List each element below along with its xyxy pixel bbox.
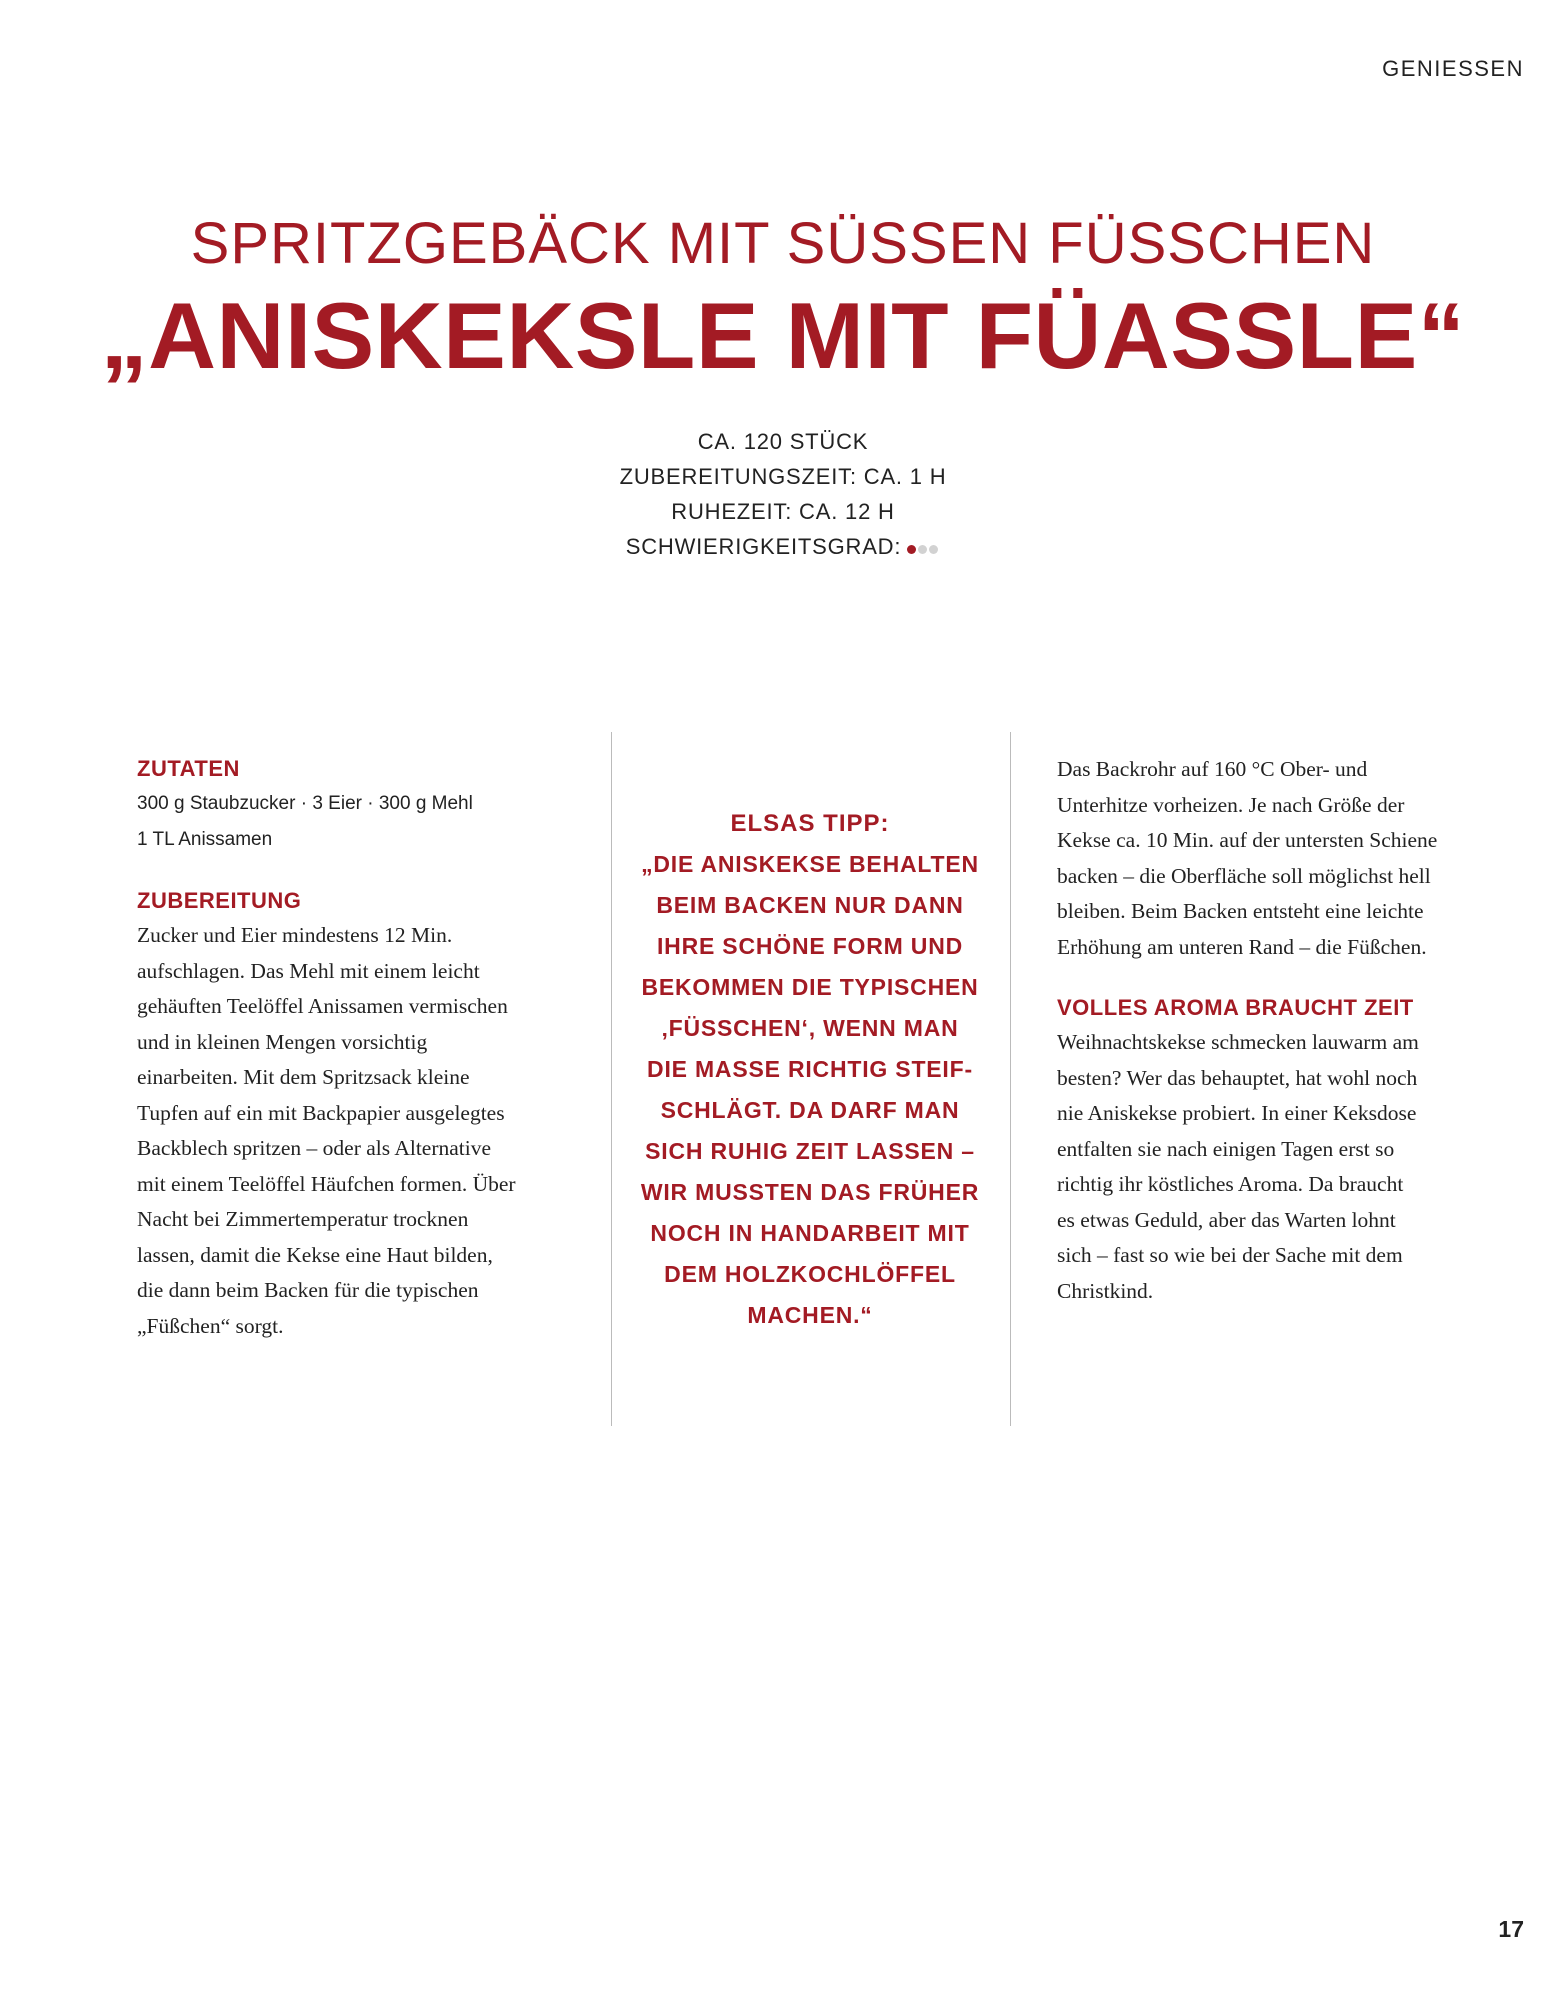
- aroma-heading: VOLLES AROMA BRAUCHT ZEIT: [1057, 995, 1414, 1020]
- preparation-line: Tupfen auf ein mit Backpapier ausgelegtes: [137, 1100, 505, 1125]
- tip-line: WIR MUSSTEN DAS FRÜHER: [640, 1179, 980, 1205]
- aroma-line: es etwas Geduld, aber das Warten lohnt: [1057, 1207, 1396, 1232]
- recipe-subtitle: SPRITZGEBÄCK MIT SÜSSEN FÜSSCHEN: [190, 211, 1376, 276]
- meta-rest-time: RUHEZEIT: CA. 12 H: [671, 499, 895, 524]
- title-block: [0, 210, 1566, 386]
- aroma-line: Christkind.: [1057, 1278, 1154, 1303]
- difficulty-dot-filled-icon: [907, 545, 916, 554]
- preparation-line: Backblech spritzen – oder als Alternative: [137, 1136, 492, 1160]
- baking-text: [1057, 752, 1477, 965]
- tip-line: NOCH IN HANDARBEIT MIT: [650, 1220, 970, 1246]
- preparation-text: [137, 918, 567, 1344]
- preparation-line: „Füßchen“ sorgt.: [137, 1313, 284, 1338]
- ingredients-line: 300 g Staubzucker · 3 Eier · 300 g Mehl: [137, 793, 473, 814]
- aroma-text: [1057, 1025, 1477, 1309]
- tip-line: SCHLÄGT. DA DARF MAN: [660, 1097, 960, 1123]
- aroma-line: Weihnachtskekse schmecken lauwarm am: [1057, 1030, 1419, 1054]
- tip-line: IHRE SCHÖNE FORM UND: [656, 933, 964, 959]
- difficulty-dot-empty-icon: [929, 545, 938, 554]
- page-number: 17: [1498, 1916, 1524, 1942]
- meta-prep-time: ZUBEREITUNGSZEIT: CA. 1 H: [619, 464, 947, 489]
- tip-line: ‚FÜSSCHEN‘, WENN MAN: [661, 1015, 959, 1041]
- recipe-title: „ANISKEKSLE MIT FÜASSLE“: [100, 283, 1466, 388]
- meta-yield: CA. 120 STÜCK: [697, 429, 869, 454]
- preparation-line: lassen, damit die Kekse eine Haut bilden,: [137, 1242, 493, 1267]
- aroma-line: entfalten sie nach einigen Tagen erst so: [1057, 1136, 1395, 1161]
- tip-quote: [640, 844, 980, 1336]
- baking-line: Kekse ca. 10 Min. auf der untersten Schiene: [1057, 828, 1438, 852]
- preparation-line: und in kleinen Mengen vorsichtig: [137, 1029, 428, 1054]
- preparation-line: gehäuften Teelöffel Anissamen vermischen: [137, 994, 508, 1018]
- tip-line: DIE MASSE RICHTIG STEIF-: [647, 1056, 973, 1082]
- preparation-line: die dann beim Backen für die typischen: [137, 1278, 479, 1302]
- recipe-meta: [0, 424, 1566, 566]
- tip-line: BEIM BACKEN NUR DANN: [656, 892, 964, 918]
- section-label: GENIESSEN: [1382, 56, 1524, 81]
- aroma-line: besten? Wer das behauptet, hat wohl noch: [1057, 1065, 1418, 1090]
- aroma-line: sich – fast so wie bei der Sache mit dem: [1057, 1243, 1403, 1267]
- difficulty-rating: [907, 531, 940, 566]
- tip-column: [640, 804, 980, 1336]
- aroma-line: nie Aniskekse probiert. In einer Keksdose: [1057, 1101, 1417, 1125]
- baking-line: Erhöhung am unteren Rand – die Füßchen.: [1057, 934, 1427, 959]
- tip-line: BEKOMMEN DIE TYPISCHEN: [641, 974, 979, 1000]
- tip-line: SICH RUHIG ZEIT LASSEN –: [645, 1138, 975, 1164]
- difficulty-label: SCHWIERIGKEITSGRAD:: [625, 534, 902, 559]
- tip-heading: ELSAS TIPP:: [730, 810, 890, 837]
- right-column: [1057, 752, 1477, 1309]
- baking-line: backen – die Oberfläche soll möglichst hell: [1057, 863, 1431, 888]
- baking-line: bleiben. Beim Backen entsteht eine leichte: [1057, 899, 1424, 923]
- column-divider-right: [1010, 732, 1011, 1426]
- preparation-line: aufschlagen. Das Mehl mit einem leicht: [137, 958, 480, 983]
- preparation-heading: ZUBEREITUNG: [137, 888, 302, 913]
- ingredients-line: 1 TL Anissamen: [137, 829, 273, 850]
- tip-line: „DIE ANISKEKSE BEHALTEN: [641, 851, 979, 877]
- tip-line: MACHEN.“: [747, 1302, 873, 1328]
- baking-line: Das Backrohr auf 160 °C Ober- und: [1057, 757, 1368, 781]
- ingredients-list: [137, 786, 567, 858]
- preparation-line: mit einem Teelöffel Häufchen formen. Über: [137, 1171, 516, 1196]
- aroma-line: richtig ihr köstliches Aroma. Da braucht: [1057, 1172, 1404, 1196]
- ingredients-heading: ZUTATEN: [137, 756, 240, 781]
- tip-line: DEM HOLZKOCHLÖFFEL: [664, 1261, 956, 1287]
- baking-line: Unterhitze vorheizen. Je nach Größe der: [1057, 792, 1405, 817]
- difficulty-dot-empty-icon: [918, 545, 927, 554]
- preparation-line: einarbeiten. Mit dem Spritzsack kleine: [137, 1065, 470, 1089]
- left-column: [137, 752, 567, 1344]
- preparation-line: Nacht bei Zimmertemperatur trocknen: [137, 1207, 469, 1231]
- meta-difficulty: [0, 529, 1566, 566]
- column-divider-left: [611, 732, 612, 1426]
- preparation-line: Zucker und Eier mindestens 12 Min.: [137, 923, 453, 947]
